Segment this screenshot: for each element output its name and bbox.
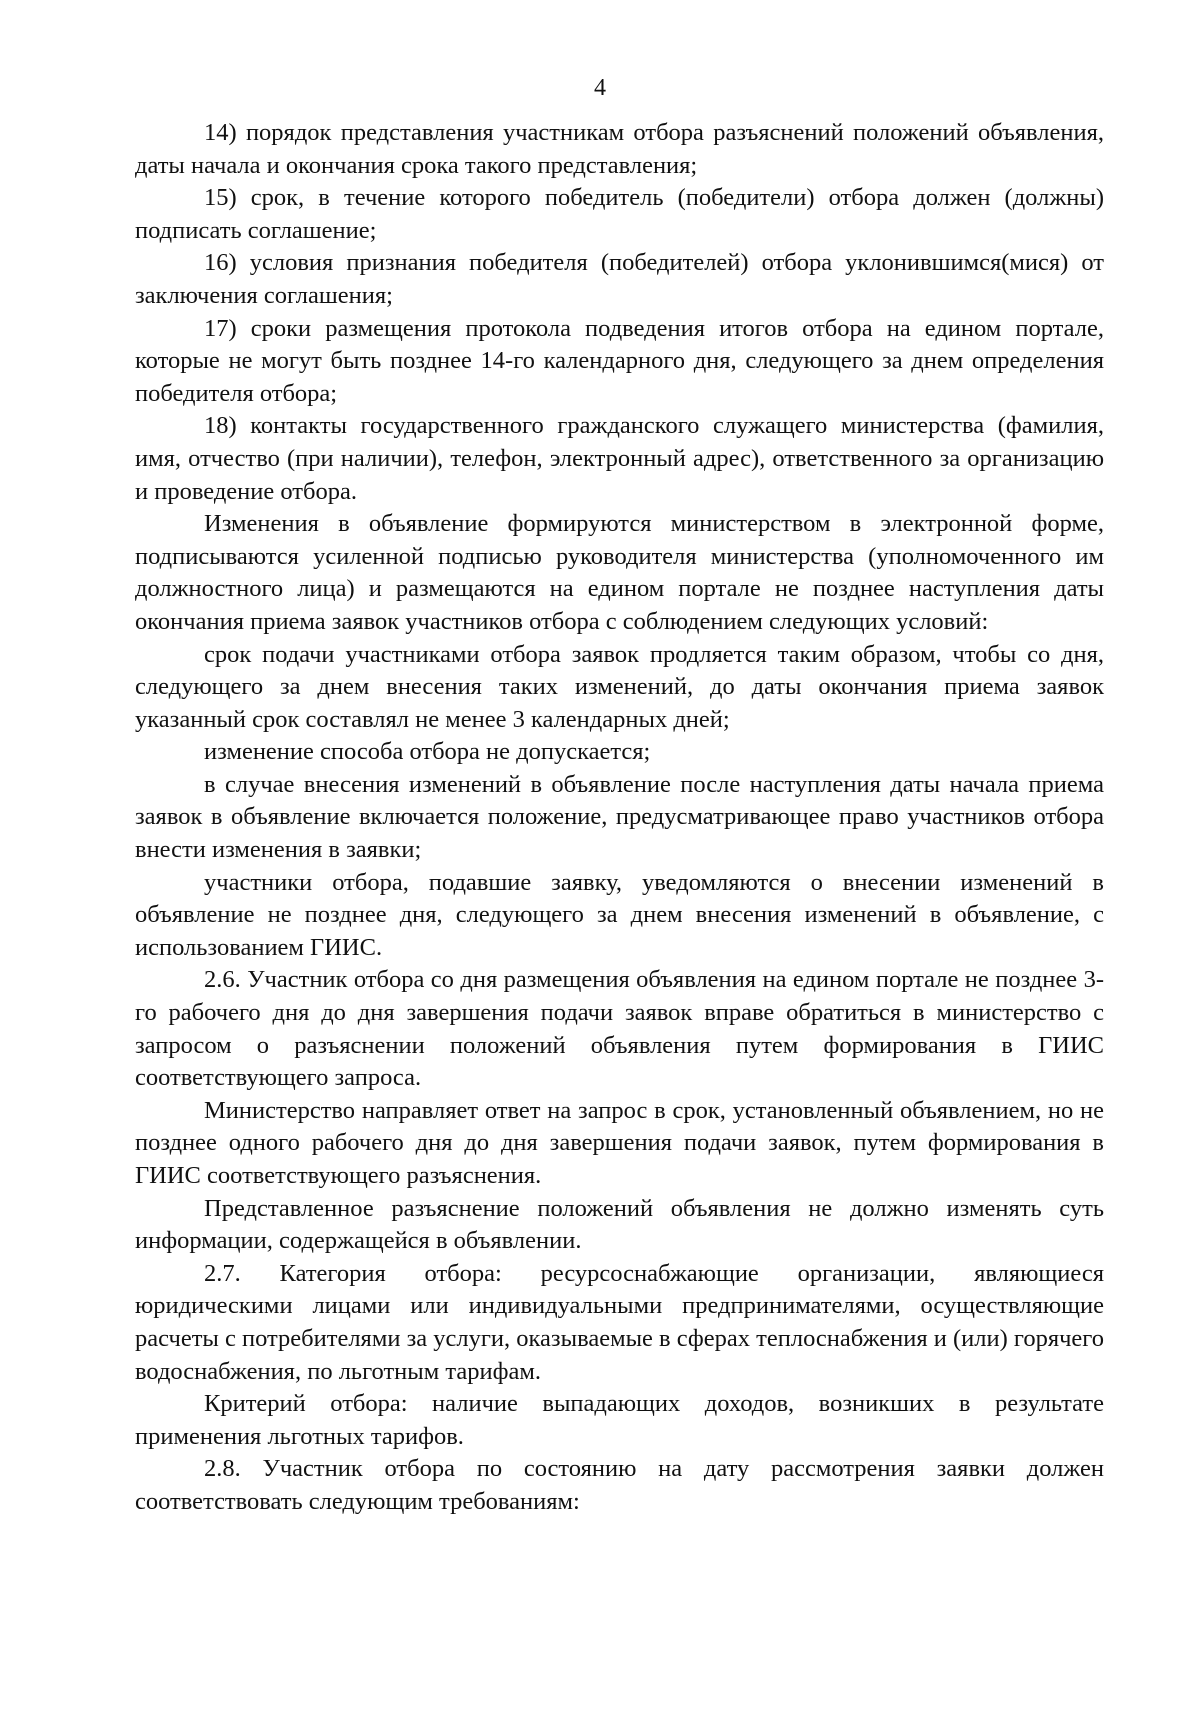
document-body (135, 117, 1104, 1519)
paragraph-condition-deadline: срок подачи участниками отбора заявок продляется таким образом, чтобы со дня, следующего за днем внесения таких изменений, до даты окончания приема заявок указанный срок составлял не менее 3 календарных дней; (135, 640, 1104, 733)
paragraph-section-2-8: 2.8. Участник отбора по состоянию на дату рассмотрения заявки должен соответствовать следующим требованиям: (135, 1455, 1104, 1515)
paragraph-item-14: 14) порядок представления участникам отбора разъяснений положений объявления, даты начала и окончания срока такого представления; (135, 119, 1104, 179)
paragraph-condition-changes: в случае внесения изменений в объявление после наступления даты начала приема заявок в объявление включается положение, предусматривающее право участников отбора внести изменения в заявки; (135, 770, 1104, 864)
paragraph-section-2-7: 2.7. Категория отбора: ресурсоснабжающие организации, являющиеся юридическими лицами или индивидуальными предпринимателями, осуществляющие расчеты с потребителями за услуги, оказываемые в сферах теплоснабжения и (или) горячего водоснабжения, по льготным тарифам. (135, 1259, 1104, 1385)
paragraph-item-18: 18) контакты государственного гражданского служащего министерства (фамилия, имя, отчество (при наличии), телефон, электронный адрес), ответственного за организацию и проведение отбора. (135, 412, 1104, 505)
paragraph-amendments: Изменения в объявление формируются министерством в электронной форме, подписываются усиленной подписью руководителя министерства (уполномоченного им должностного лица) и размещаются на едином портале не позднее наступления даты окончания приема заявок участников отбора с соблюдением следующих условий: (135, 510, 1104, 635)
paragraph-condition-method: изменение способа отбора не допускается; (204, 738, 651, 766)
paragraph-section-2-6: 2.6. Участник отбора со дня размещения объявления на едином портале не позднее 3-го рабочего дня до дня завершения подачи заявок вправе обратиться в министерство с запросом о разъяснении положений объявления путем формирования в ГИИС соответствующего запроса. (135, 966, 1104, 1092)
paragraph-item-17: 17) сроки размещения протокола подведения итогов отбора на едином портале, которые не могут быть позднее 14-го календарного дня, следующего за днем определения победителя отбора; (135, 314, 1104, 407)
page-number: 4 (594, 75, 606, 101)
paragraph-item-16: 16) условия признания победителя (победителей) отбора уклонившимся(мися) от заключения соглашения; (135, 249, 1104, 309)
paragraph-clarification: Представленное разъяснение положений объявления не должно изменять суть информации, содержащейся в объявлении. (135, 1194, 1104, 1255)
paragraph-criterion: Критерий отбора: наличие выпадающих доходов, возникших в результате применения льготных тарифов. (135, 1390, 1104, 1450)
paragraph-item-15: 15) срок, в течение которого победитель (победители) отбора должен (должны) подписать соглашение; (135, 184, 1104, 244)
paragraph-ministry-reply: Министерство направляет ответ на запрос в срок, установленный объявлением, но не позднее одного рабочего дня до дня завершения подачи заявок, путем формирования в ГИИС соответствующего разъяснения. (135, 1096, 1104, 1189)
paragraph-condition-notify: участники отбора, подавшие заявку, уведомляются о внесении изменений в объявление не позднее дня, следующего за днем внесения изменений в объявление, с использованием ГИИС. (135, 868, 1104, 961)
